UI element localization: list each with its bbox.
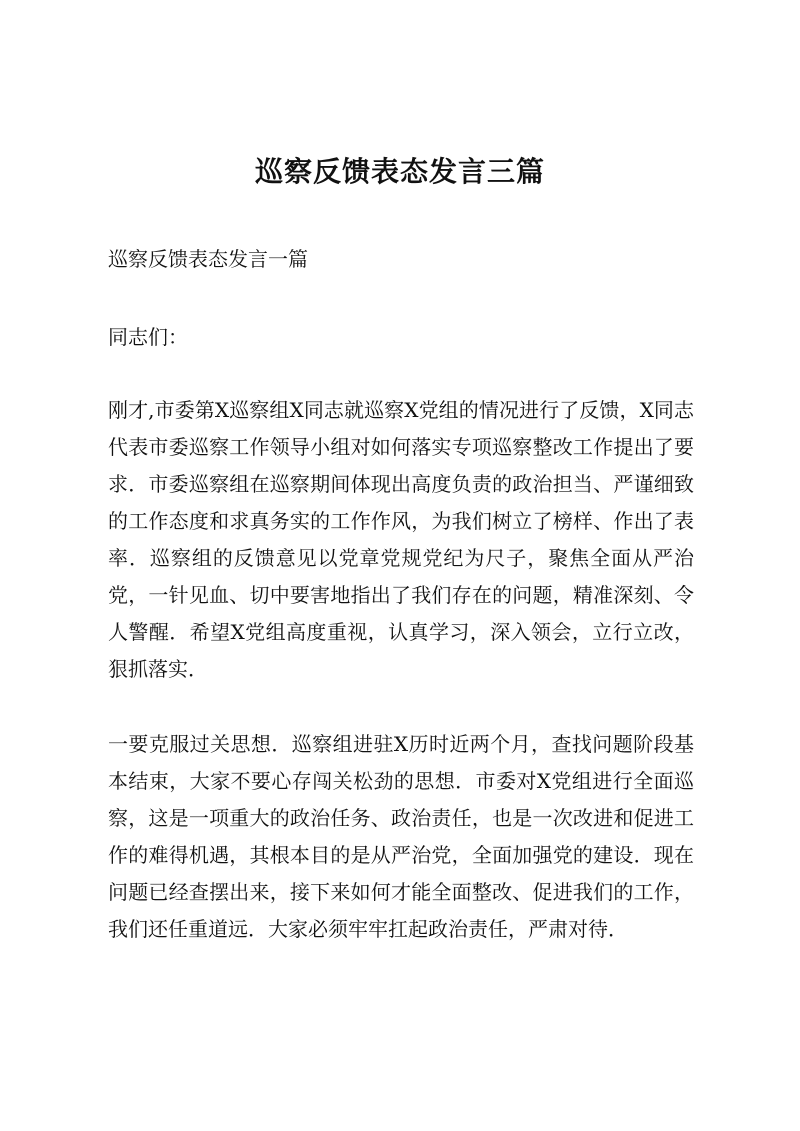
body-paragraph-1: 刚才,市委第X巡察组X同志就巡察X党组的情况进行了反馈，X同志代表市委巡察工作领导小组对如何落实专项巡察整改工作提出了要求．市委巡察组在巡察期间体现出高度负责的政治担当、严谨细致的工作态度和求真务实的工作作风，为我们树立了榜样、作出了表率．巡察组的反馈意见以党章党规党纪为尺子，聚焦全面从严治党，一针见血、切中要害地指出了我们存在的问题，精准深刻、令人警醒．希望X党组高度重视，认真学习，深入领会，立行立改，狠抓落实． xyxy=(108,398,694,681)
section-heading: 巡察反馈表态发言一篇 xyxy=(108,247,308,271)
document-title: 巡察反馈表态发言三篇 xyxy=(254,155,545,188)
body-paragraph-2: 一要克服过关思想．巡察组进驻X历时近两个月，查找问题阶段基本结束，大家不要心存闯关松劲的思想．市委对X党组进行全面巡察，这是一项重大的政治任务、政治责任，也是一次改进和促进工作的难得机遇，其根本目的是从严治党，全面加强党的建设．现在问题已经查摆出来，接下来如何才能全面整改、促进我们的工作，我们还任重道远．大家必须牢牢扛起政治责任，严肃对待． xyxy=(108,732,694,941)
salutation: 同志们： xyxy=(108,325,188,349)
